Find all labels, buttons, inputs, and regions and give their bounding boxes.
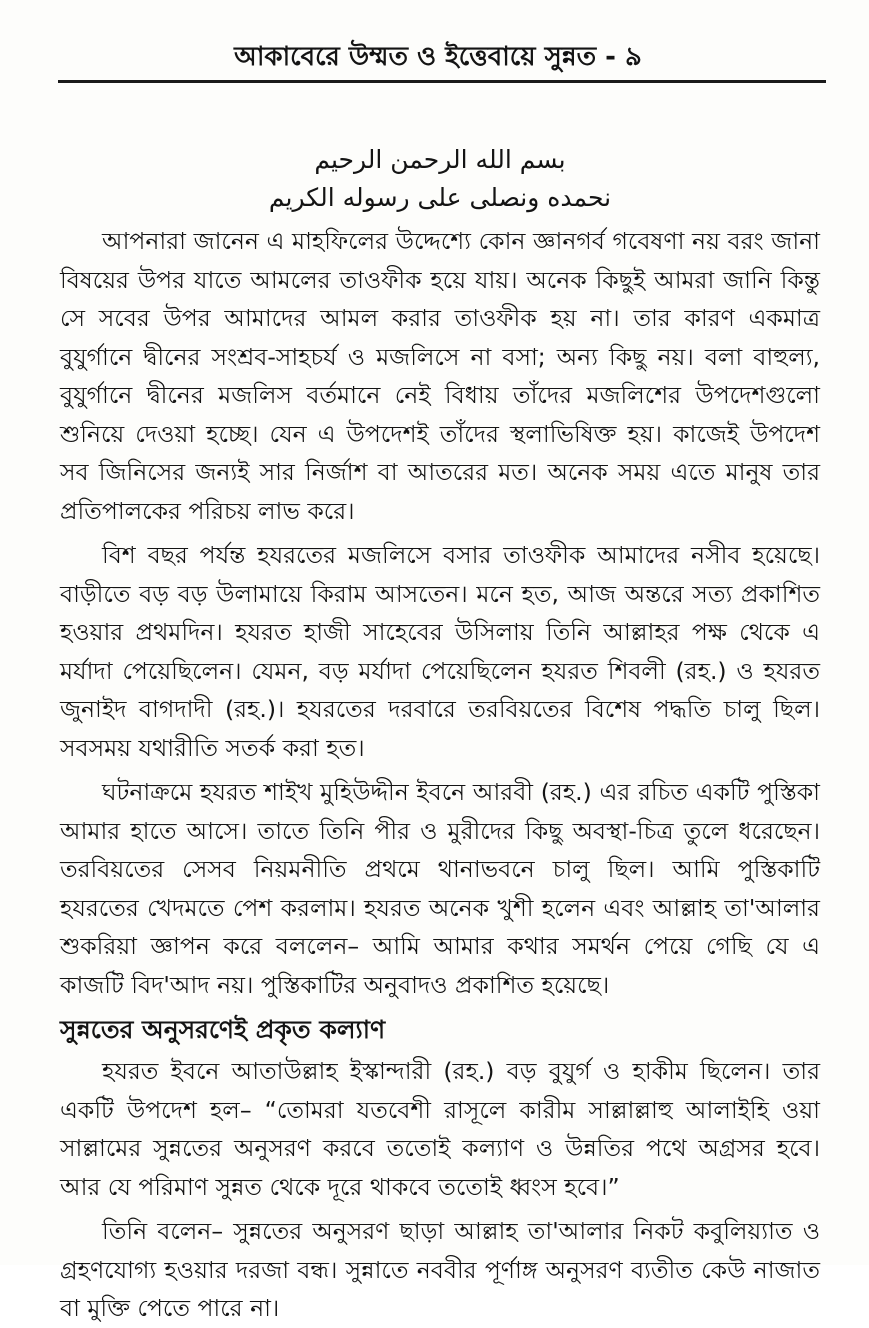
paragraph-2: বিশ বছর পর্যন্ত হযরতের মজলিসে বসার তাওফীক আমাদের নসীব হয়েছে। বাড়ীতে বড় বড় উলামায়ে কিরাম আসতেন। মনে হত, আজ অন্তরে সত্য প্রকাশিত হওয়ার প্রথমদিন। হযরত হাজী সাহেবের উসিলায় তিনি আল্লাহর পক্ষ থেকে এ মর্যাদা পেয়েছিলেন। যেমন, বড় মর্যাদা পেয়েছিলেন হযরত শিবলী (রহ.) ও হযরত জুনাইদ বাগদাদী (রহ.)। হযরতের দরবারে তরবিয়তের বিশেষ পদ্ধতি চালু ছিল। সবসময় যথারীতি সতর্ক করা হত।	[60, 541, 820, 762]
arabic-hamdala: نحمده ونصلى على رسوله الكريم	[268, 183, 612, 212]
section-heading: সুন্নতের অনুসরণেই প্রকৃত কল্যাণ	[60, 1015, 386, 1044]
arabic-basmala: بسم الله الرحمن الرحيم	[314, 145, 566, 174]
header-rule	[58, 80, 826, 83]
running-header: আকাবেরে উম্মত ও ইত্তেবায়ে সুন্নত - ৯	[234, 42, 642, 72]
body-text	[60, 222, 820, 1322]
paragraph-1: আপনারা জানেন এ মাহফিলের উদ্দেশ্যে কোন জ্ঞানগর্ব গবেষণা নয় বরং জানা বিষয়ের উপর যাতে আমলের তাওফীক হয়ে যায়। অনেক কিছুই আমরা জানি কিন্তু সে সবের উপর আমাদের আমল করার তাওফীক হয় না। তার কারণ একমাত্র বুযুর্গানে দ্বীনের সংশ্রব-সাহচর্য ও মজলিসে না বসা; অন্য কিছু নয়। বলা বাহুল্য, বুযুর্গানে দ্বীনের মজলিস বর্তমানে নেই বিধায় তাঁদের মজলিশের উপদেশগুলো শুনিয়ে দেওয়া হচ্ছে। যেন এ উপদেশই তাঁদের স্থলাভিষিক্ত হয়। কাজেই উপদেশ সব জিনিসের জন্যই সার নির্জাশ বা আতরের মত। অনেক সময় এতে মানুষ তার প্রতিপালকের পরিচয় লাভ করে।	[60, 227, 820, 525]
section-paragraph-1: হযরত ইবনে আতাউল্লাহ ইস্কান্দারী (রহ.) বড় বুযুর্গ ও হাকীম ছিলেন। তার একটি উপদেশ হল– “তোমরা যতবেশী রাসূলে কারীম সাল্লাল্লাহু আলাইহি ওয়া সাল্লামের সুন্নতের অনুসরণ করবে ততোই কল্যাণ ও উন্নতির পথে অগ্রসর হবে। আর যে পরিমাণ সুন্নত থেকে দূরে থাকবে ততোই ধ্বংস হবে।”	[60, 1057, 820, 1201]
paragraph-3: ঘটনাক্রমে হযরত শাইখ মুহিউদ্দীন ইবনে আরবী (রহ.) এর রচিত একটি পুস্তিকা আমার হাতে আসে। তাতে তিনি পীর ও মুরীদের কিছু অবস্থা-চিত্র তুলে ধরেছেন। তরবিয়তের সেসব নিয়মনীতি প্রথমে থানাভবনে চালু ছিল। আমি পুস্তিকাটি হযরতের খেদমতে পেশ করলাম। হযরত অনেক খুশী হলেন এবং আল্লাহ তা'আলার শুকরিয়া জ্ঞাপন করে বললেন– আমি আমার কথার সমর্থন পেয়ে গেছি যে এ কাজটি বিদ'আদ নয়। পুস্তিকাটির অনুবাদও প্রকাশিত হয়েছে।	[60, 778, 820, 999]
section-paragraph-2: তিনি বলেন– সুন্নতের অনুসরণ ছাড়া আল্লাহ তা'আলার নিকট কবুলিয়্যাত ও গ্রহণযোগ্য হওয়ার দরজা বন্ধ। সুন্নাতে নববীর পূর্ণাঙ্গ অনুসরণ ব্যতীত কেউ নাজাত বা মুক্তি পেতে পারে না।	[60, 1217, 820, 1322]
